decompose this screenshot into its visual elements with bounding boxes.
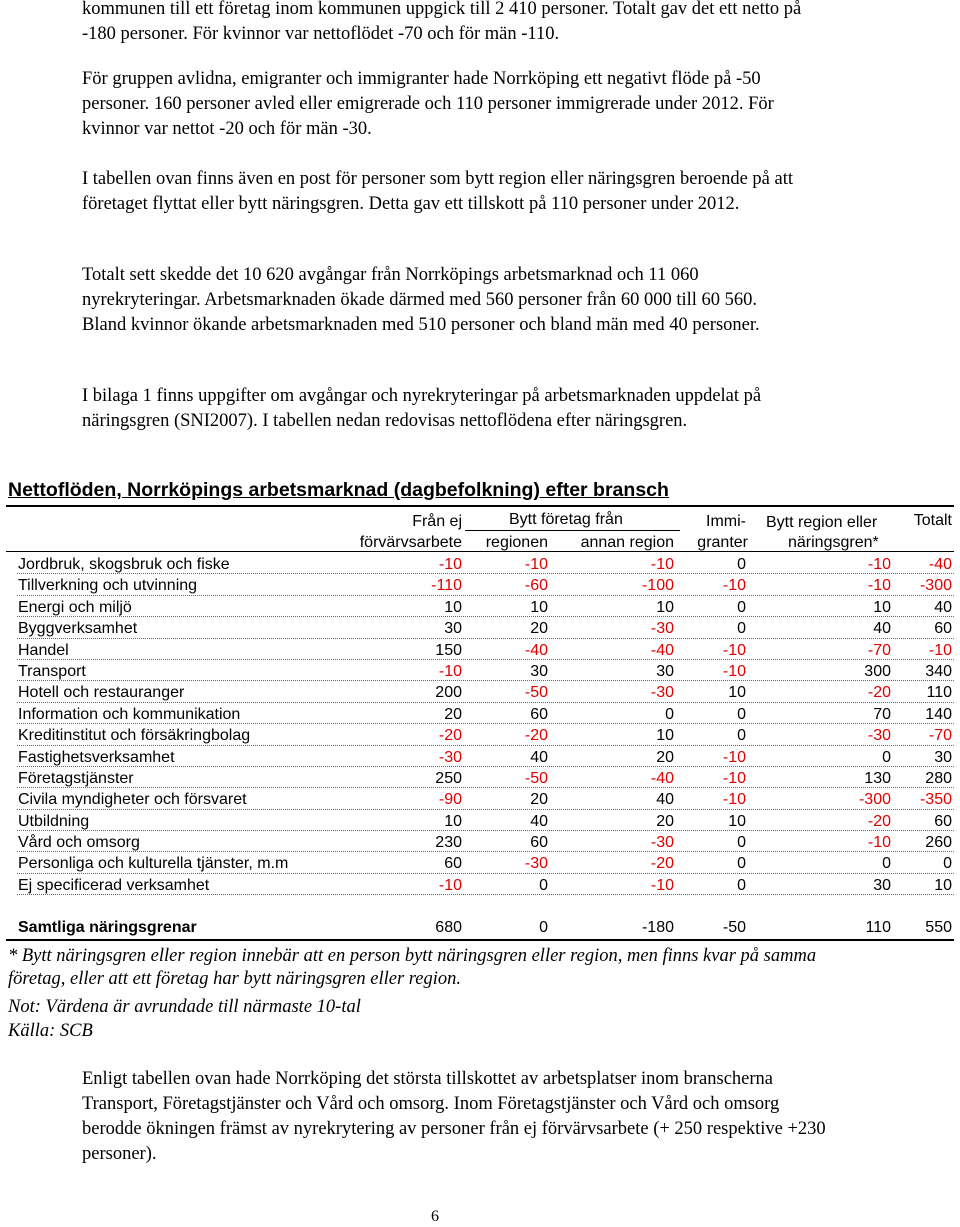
row-value: 20 bbox=[530, 620, 548, 638]
row-value: -110 bbox=[431, 577, 462, 595]
paragraph-intro: kommunen till ett företag inom kommunen uppgick till 2 410 personer. Totalt gav det ett netto på -180 personer. För kvinnor var nettoflödet -70 och för män -110. bbox=[82, 0, 802, 44]
row-value: 0 bbox=[737, 598, 746, 616]
row-label: Information och kommunikation bbox=[18, 705, 241, 723]
row-label: Handel bbox=[18, 641, 69, 659]
row-value: -30 bbox=[524, 855, 548, 873]
row-value: 0 bbox=[737, 727, 746, 745]
table-row bbox=[0, 768, 960, 789]
row-value: 0 bbox=[665, 705, 674, 723]
row-label: Hotell och restauranger bbox=[18, 684, 185, 702]
row-value: 130 bbox=[864, 769, 891, 787]
row-value: 30 bbox=[934, 748, 952, 766]
header-rule bbox=[6, 551, 954, 552]
row-value: 10 bbox=[444, 598, 462, 616]
row-value: 0 bbox=[882, 855, 891, 873]
row-value: 0 bbox=[737, 834, 746, 852]
total-value: 550 bbox=[925, 919, 952, 936]
row-value: 60 bbox=[934, 812, 952, 830]
row-value: 140 bbox=[925, 705, 952, 723]
row-value: 10 bbox=[728, 812, 746, 830]
table-row bbox=[0, 640, 960, 661]
header-annan-region: annan region bbox=[580, 534, 674, 551]
row-value: 40 bbox=[530, 748, 548, 766]
table-row bbox=[0, 789, 960, 810]
footnote-rounding: Not: Värdena är avrundade till närmaste 10-tal bbox=[8, 997, 361, 1017]
row-value: 280 bbox=[925, 769, 952, 787]
row-label: Tillverkning och utvinning bbox=[18, 577, 198, 595]
row-value: -50 bbox=[524, 769, 548, 787]
row-label: Transport bbox=[18, 662, 86, 680]
row-value: 60 bbox=[444, 855, 462, 873]
total-value: 680 bbox=[435, 919, 462, 936]
row-value: -30 bbox=[650, 620, 674, 638]
row-value: 60 bbox=[530, 705, 548, 723]
row-value: -10 bbox=[650, 876, 674, 894]
row-value: -70 bbox=[867, 641, 891, 659]
row-value: 10 bbox=[934, 876, 952, 894]
table-total-row bbox=[0, 917, 960, 938]
row-value: 70 bbox=[873, 705, 891, 723]
footnote-source: Källa: SCB bbox=[8, 1021, 93, 1041]
row-value: -10 bbox=[722, 577, 746, 595]
row-value: 0 bbox=[737, 855, 746, 873]
row-value: -30 bbox=[650, 684, 674, 702]
table-row bbox=[0, 618, 960, 639]
table-row bbox=[0, 704, 960, 725]
row-value: 0 bbox=[882, 748, 891, 766]
row-value: -10 bbox=[867, 834, 891, 852]
header-group-rule bbox=[465, 530, 680, 531]
row-value: -20 bbox=[650, 855, 674, 873]
table-bottom-rule bbox=[6, 939, 954, 941]
row-label: Personliga och kulturella tjänster, m.m bbox=[18, 855, 289, 873]
header-naringsgren: näringsgren* bbox=[788, 534, 879, 551]
row-label: Företagstjänster bbox=[18, 769, 134, 787]
table-row bbox=[0, 811, 960, 832]
row-value: 40 bbox=[530, 812, 548, 830]
header-fran-ej: Från ej bbox=[412, 513, 462, 530]
row-value: 0 bbox=[737, 876, 746, 894]
row-label: Civila myndigheter och försvaret bbox=[18, 791, 247, 809]
row-value: -90 bbox=[438, 791, 462, 809]
row-value: -40 bbox=[650, 641, 674, 659]
row-value: -10 bbox=[722, 791, 746, 809]
table-row bbox=[0, 853, 960, 874]
row-value: -300 bbox=[919, 577, 952, 595]
row-value: 0 bbox=[539, 876, 548, 894]
row-value: 10 bbox=[656, 727, 674, 745]
row-value: -20 bbox=[524, 727, 548, 745]
row-value: -20 bbox=[867, 684, 891, 702]
row-value: -40 bbox=[928, 556, 952, 573]
paragraph-conclusion: Enligt tabellen ovan hade Norrköping det största tillskottet av arbetsplatser inom branscherna Transport, Företagstjänster och Vård och omsorg. Inom Företagstjänster och Vård och omsorg berodde ökningen främst av nyrekrytering av personer från ej förvärvsarbete (+ 250 respektive +230 personer). bbox=[82, 1069, 826, 1164]
row-label: Energi och miljö bbox=[18, 598, 132, 616]
row-value: 60 bbox=[934, 620, 952, 638]
row-label: Vård och omsorg bbox=[18, 834, 140, 852]
table-row bbox=[0, 747, 960, 768]
row-value: -10 bbox=[524, 556, 548, 573]
row-value: -10 bbox=[650, 556, 674, 573]
row-label: Utbildning bbox=[18, 812, 90, 830]
total-label: Samtliga näringsgrenar bbox=[18, 919, 197, 936]
paragraph-region-change: I tabellen ovan finns även en post för personer som bytt region eller näringsgren beroende på att företaget flyttat eller bytt näringsgren. Detta gav ett tillskott på 110 personer under 2012. bbox=[82, 169, 793, 214]
footnote-definition: * Bytt näringsgren eller region innebär att en person bytt näringsgren eller region, men finns kvar på samma bbox=[8, 946, 817, 966]
row-value: 10 bbox=[530, 598, 548, 616]
row-value: -50 bbox=[524, 684, 548, 702]
row-value: 260 bbox=[925, 834, 952, 852]
row-value: 20 bbox=[530, 791, 548, 809]
header-immi: Immi- bbox=[706, 513, 746, 530]
row-value: 0 bbox=[737, 620, 746, 638]
row-label: Fastighetsverksamhet bbox=[18, 748, 175, 766]
row-value: -30 bbox=[867, 727, 891, 745]
row-value: -70 bbox=[928, 727, 952, 745]
row-value: -10 bbox=[867, 577, 891, 595]
total-value: 110 bbox=[865, 919, 891, 936]
header-bytt-foretag: Bytt företag från bbox=[509, 511, 623, 528]
paragraph-total-flows: Totalt sett skedde det 10 620 avgångar från Norrköpings arbetsmarknad och 11 060 nyrekryteringar. Arbetsmarknaden ökade därmed med 560 personer från 60 000 till 60 560. Bland kvinnor ökande arbetsmarknaden med 510 personer och bland män med 40 personer. bbox=[82, 265, 760, 335]
row-value: 40 bbox=[934, 598, 952, 616]
row-value: 40 bbox=[656, 791, 674, 809]
total-value: -50 bbox=[722, 919, 746, 936]
row-value: 10 bbox=[656, 598, 674, 616]
row-value: -350 bbox=[919, 791, 952, 809]
total-value: -180 bbox=[641, 919, 674, 936]
header-regionen: regionen bbox=[485, 534, 548, 551]
row-value: -10 bbox=[438, 556, 462, 573]
row-value: 30 bbox=[656, 662, 674, 680]
table-title: Nettoflöden, Norrköpings arbetsmarknad (dagbefolkning) efter bransch bbox=[8, 479, 669, 501]
row-value: -100 bbox=[641, 577, 674, 595]
total-value: 0 bbox=[539, 919, 548, 936]
row-value: 340 bbox=[925, 662, 952, 680]
row-value: 150 bbox=[435, 641, 462, 659]
row-value: 60 bbox=[530, 834, 548, 852]
row-value: 30 bbox=[873, 876, 891, 894]
row-value: 230 bbox=[435, 834, 462, 852]
footnote-definition-cont: företag, eller att ett företag har bytt näringsgren eller region. bbox=[8, 969, 462, 989]
table-row bbox=[0, 832, 960, 853]
row-value: 30 bbox=[444, 620, 462, 638]
row-value: -10 bbox=[722, 748, 746, 766]
row-label: Byggverksamhet bbox=[18, 620, 138, 638]
row-value: -10 bbox=[722, 662, 746, 680]
table-row bbox=[0, 575, 960, 596]
row-value: -40 bbox=[650, 769, 674, 787]
table-row bbox=[0, 682, 960, 703]
table-row bbox=[0, 661, 960, 682]
row-value: 30 bbox=[530, 662, 548, 680]
header-totalt: Totalt bbox=[913, 512, 952, 529]
row-value: -40 bbox=[524, 641, 548, 659]
row-value: 250 bbox=[435, 769, 462, 787]
row-value: 20 bbox=[656, 812, 674, 830]
row-value: -30 bbox=[650, 834, 674, 852]
row-value: 40 bbox=[873, 620, 891, 638]
table-row bbox=[0, 554, 960, 575]
paragraph-deaths-migration: För gruppen avlidna, emigranter och immigranter hade Norrköping ett negativt flöde på -50 personer. 160 personer avled eller emigrerade och 110 personer immigrerade under 2012. För kvinnor var nettot -20 och för män -30. bbox=[82, 69, 774, 139]
row-value: -20 bbox=[867, 812, 891, 830]
header-bytt-region: Bytt region eller bbox=[766, 514, 878, 531]
row-value: 10 bbox=[728, 684, 746, 702]
header-forvarvsarbete: förvärvsarbete bbox=[359, 534, 462, 551]
row-value: 10 bbox=[873, 598, 891, 616]
table-row bbox=[0, 875, 960, 896]
table-row bbox=[0, 597, 960, 618]
row-value: -300 bbox=[858, 791, 891, 809]
row-value: -10 bbox=[867, 556, 891, 573]
row-value: -10 bbox=[928, 641, 952, 659]
row-value: -20 bbox=[438, 727, 462, 745]
paragraph-appendix: I bilaga 1 finns uppgifter om avgångar och nyrekryteringar på arbetsmarknaden uppdelat på näringsgren (SNI2007). I tabellen nedan redovisas nettoflödena efter näringsgren. bbox=[82, 386, 762, 431]
row-label: Ej specificerad verksamhet bbox=[18, 876, 210, 894]
row-label: Jordbruk, skogsbruk och fiske bbox=[18, 556, 230, 573]
page-number: 6 bbox=[431, 1208, 439, 1225]
row-value: -30 bbox=[438, 748, 462, 766]
row-value: 0 bbox=[737, 705, 746, 723]
row-value: 20 bbox=[656, 748, 674, 766]
row-value: 10 bbox=[444, 812, 462, 830]
table-body bbox=[0, 554, 960, 896]
row-value: 0 bbox=[737, 556, 746, 573]
row-value: 110 bbox=[926, 684, 952, 702]
table-top-rule bbox=[6, 505, 954, 507]
row-value: 300 bbox=[864, 662, 891, 680]
row-value: -60 bbox=[524, 577, 548, 595]
row-value: -10 bbox=[438, 876, 462, 894]
row-value: 20 bbox=[444, 705, 462, 723]
row-label: Kreditinstitut och försäkringbolag bbox=[18, 727, 251, 745]
row-value: 0 bbox=[943, 855, 952, 873]
row-value: -10 bbox=[722, 641, 746, 659]
table-row bbox=[0, 725, 960, 746]
row-value: -10 bbox=[438, 662, 462, 680]
row-value: -10 bbox=[722, 769, 746, 787]
row-value: 200 bbox=[435, 684, 462, 702]
header-granter: granter bbox=[697, 534, 748, 551]
